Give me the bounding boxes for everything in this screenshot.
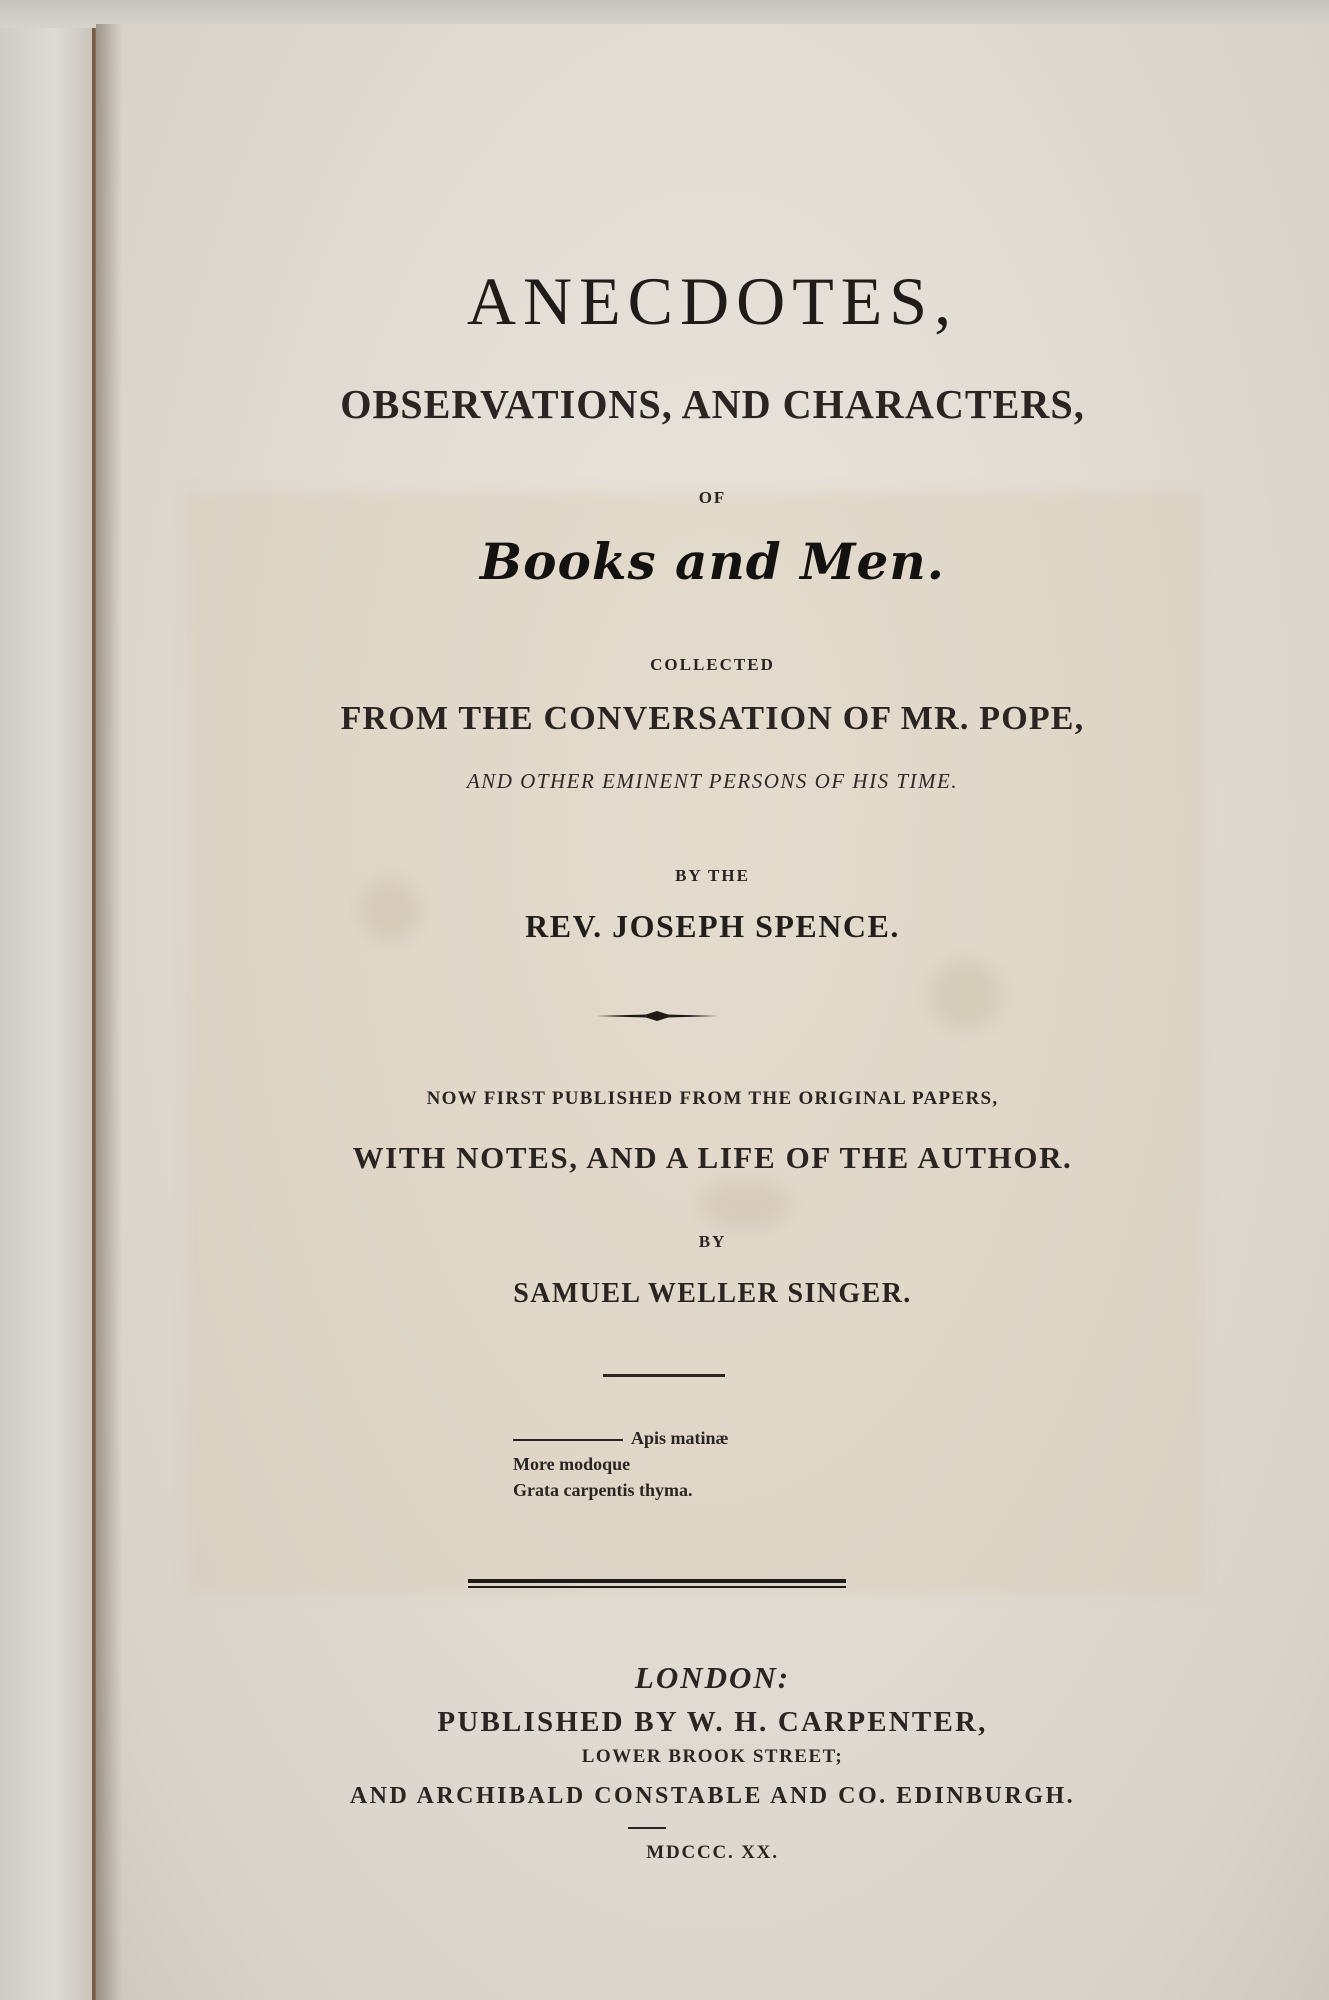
- imprint-publisher: PUBLISHED BY W. H. CARPENTER,: [437, 1706, 988, 1738]
- editor-name: SAMUEL WELLER SINGER.: [513, 1278, 912, 1309]
- of-word: OF: [698, 488, 727, 507]
- source-subline: AND OTHER EMINENT PERSONS OF HIS TIME.: [466, 769, 959, 793]
- facing-page-edge: [0, 0, 95, 2000]
- foxing-spot: [700, 1180, 790, 1230]
- by-word: BY: [698, 1232, 727, 1251]
- author-name: REV. JOSEPH SPENCE.: [525, 908, 900, 944]
- publication-note: NOW FIRST PUBLISHED FROM THE ORIGINAL PAPERS,: [426, 1088, 999, 1109]
- foxing-spot: [930, 960, 1000, 1030]
- source-line: FROM THE CONVERSATION OF MR. POPE,: [340, 700, 1085, 737]
- year-rule: [628, 1827, 666, 1829]
- book-subtitle: OBSERVATIONS, AND CHARACTERS,: [340, 381, 1085, 427]
- book-title: ANECDOTES,: [466, 263, 959, 339]
- epigraph-dash: [513, 1439, 623, 1441]
- collected-word: COLLECTED: [650, 655, 775, 674]
- short-rule: [603, 1374, 725, 1377]
- imprint-address: LOWER BROOK STREET;: [581, 1746, 844, 1767]
- double-rule: [468, 1579, 846, 1588]
- imprint-co-publisher: AND ARCHIBALD CONSTABLE AND CO. EDINBURGH.: [349, 1783, 1076, 1809]
- epigraph-line-3: Grata carpentis thyma.: [513, 1480, 693, 1500]
- blackletter-title: Books and Men.: [479, 532, 946, 591]
- ornament-rule: [596, 1008, 718, 1024]
- imprint-year: MDCCC. XX.: [646, 1842, 779, 1863]
- epigraph: [513, 1425, 729, 1503]
- epigraph-line-2: More modoque: [513, 1454, 631, 1474]
- notes-line: WITH NOTES, AND A LIFE OF THE AUTHOR.: [352, 1140, 1073, 1175]
- imprint-city: LONDON:: [634, 1660, 791, 1695]
- by-the-word: BY THE: [675, 866, 750, 885]
- epigraph-line-1: Apis matinæ: [631, 1428, 729, 1448]
